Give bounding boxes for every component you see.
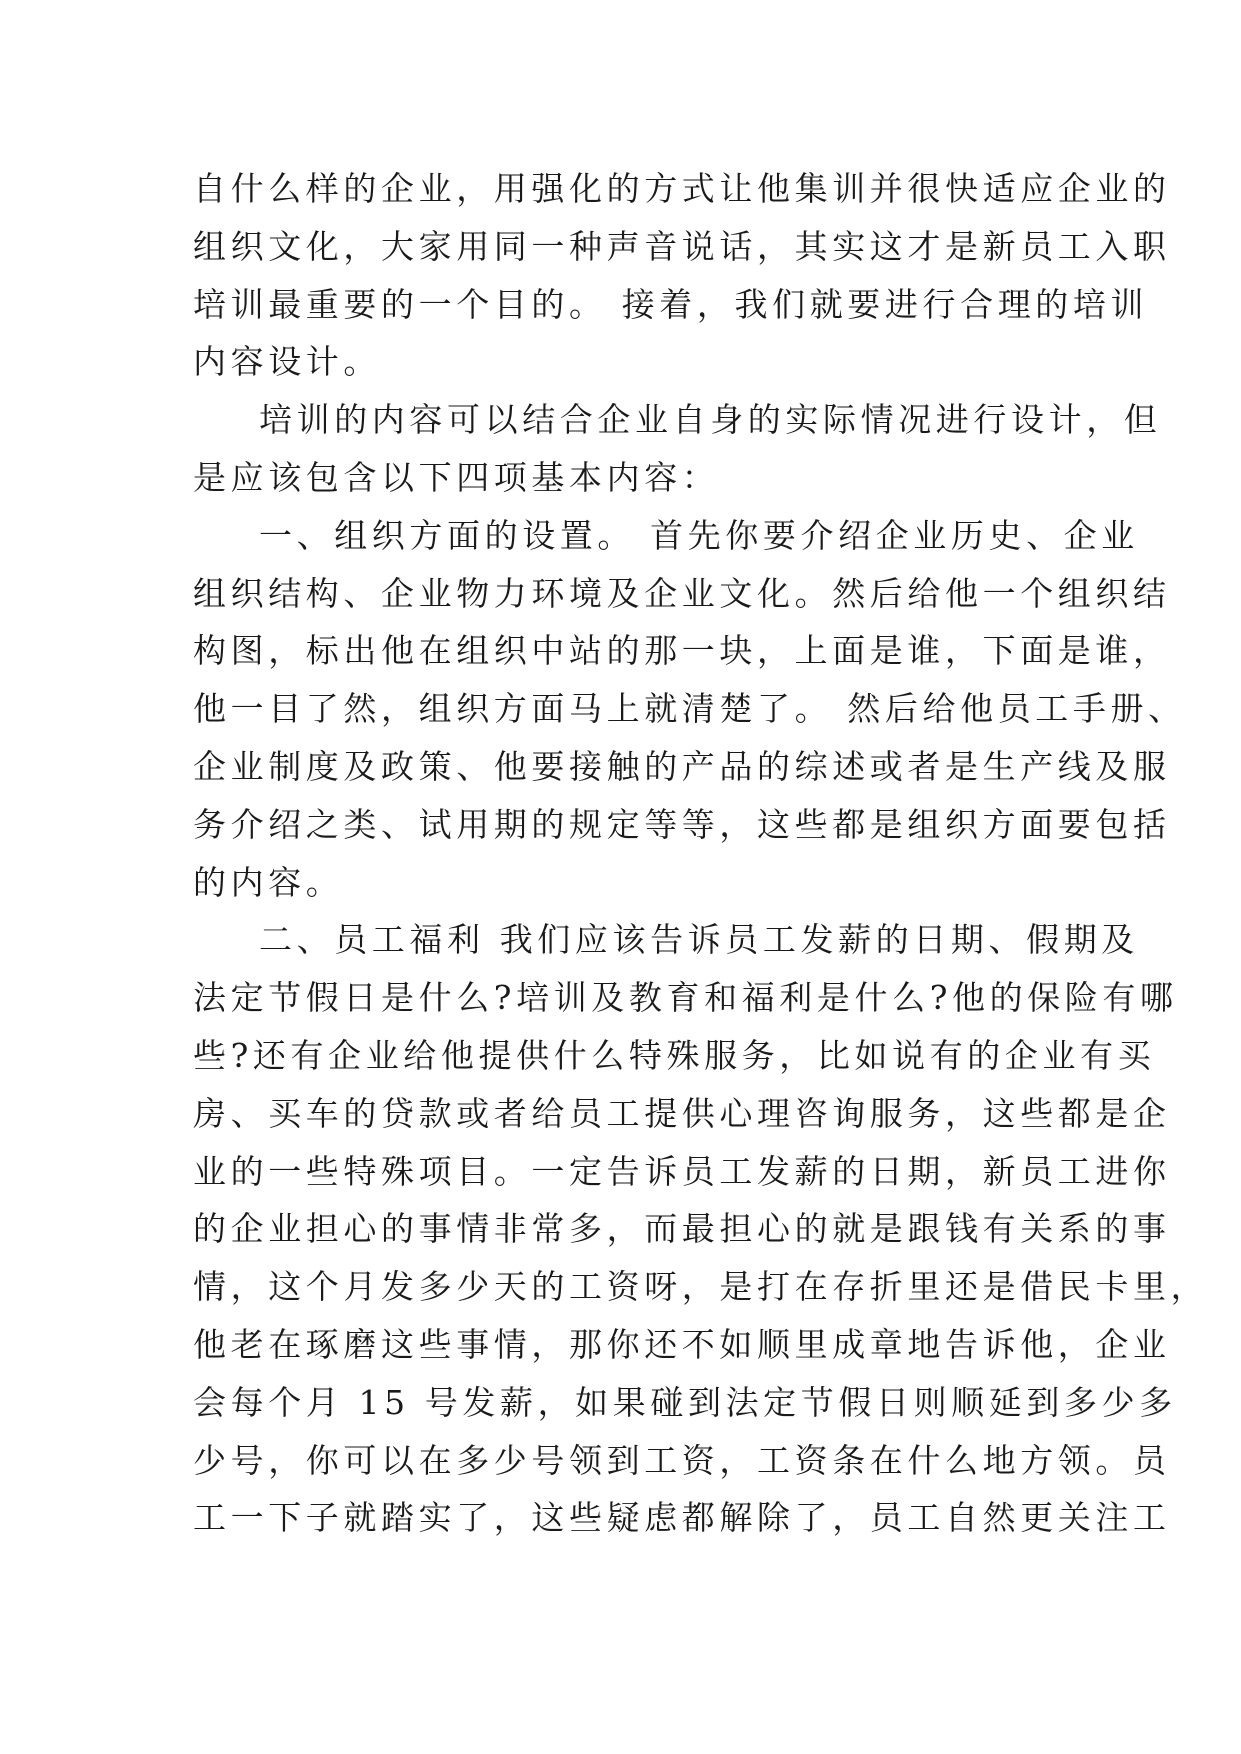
body-text bbox=[193, 160, 1209, 1547]
text-line: 业的一些特殊项目。一定告诉员工发薪的日期，新员工进你 bbox=[193, 1151, 1171, 1191]
text-line: 情，这个月发多少天的工资呀，是打在存折里还是借民卡里， bbox=[193, 1267, 1209, 1307]
text-line: 工一下子就踏实了，这些疑虑都解除了，员工自然更关注工 bbox=[193, 1498, 1171, 1538]
text-line: 组织结构、企业物力环境及企业文化。然后给他一个组织结 bbox=[193, 573, 1171, 613]
text-line: 二、员工福利 我们应该告诉员工发薪的日期、假期及 bbox=[259, 920, 1139, 960]
text-line: 构图，标出他在组织中站的那一块，上面是谁，下面是谁， bbox=[193, 631, 1171, 671]
text-line: 房、买车的贷款或者给员工提供心理咨询服务，这些都是企 bbox=[193, 1093, 1171, 1133]
text-line: 培训最重要的一个目的。 接着，我们就要进行合理的培训 bbox=[193, 284, 1149, 324]
text-line: 内容设计。 bbox=[193, 342, 381, 382]
text-line: 务介绍之类、试用期的规定等等，这些都是组织方面要包括 bbox=[193, 804, 1171, 844]
text-line: 的企业担心的事情非常多，而最担心的就是跟钱有关系的事 bbox=[193, 1209, 1171, 1249]
text-line: 少号，你可以在多少号领到工资，工资条在什么地方领。员 bbox=[193, 1440, 1171, 1480]
text-line: 自什么样的企业，用强化的方式让他集训并很快适应企业的 bbox=[193, 169, 1171, 208]
text-line: 一、组织方面的设置。 首先你要介绍企业历史、企业 bbox=[259, 515, 1139, 555]
text-line: 他一目了然，组织方面马上就清楚了。 然后给他员工手册、 bbox=[193, 689, 1186, 729]
text-line: 法定节假日是什么?培训及教育和福利是什么?他的保险有哪 bbox=[193, 978, 1178, 1018]
text-line: 些?还有企业给他提供什么特殊服务，比如说有的企业有买 bbox=[193, 1035, 1156, 1075]
text-line: 会每个月 15 号发薪，如果碰到法定节假日则顺延到多少多 bbox=[193, 1382, 1177, 1422]
paragraph-p2 bbox=[193, 391, 1162, 507]
text-line: 是应该包含以下四项基本内容： bbox=[193, 457, 720, 497]
paragraph-p1 bbox=[193, 160, 1171, 391]
text-line: 的内容。 bbox=[193, 862, 344, 902]
text-line: 企业制度及政策、他要接触的产品的综述或者是生产线及服 bbox=[193, 746, 1171, 786]
text-line: 他老在琢磨这些事情，那你还不如顺里成章地告诉他，企业 bbox=[193, 1324, 1171, 1364]
paragraph-p4 bbox=[193, 911, 1209, 1547]
paragraph-p3 bbox=[193, 507, 1186, 912]
text-line: 组织文化，大家用同一种声音说话，其实这才是新员工入职 bbox=[193, 226, 1171, 266]
text-line: 培训的内容可以结合企业自身的实际情况进行设计，但 bbox=[259, 400, 1162, 440]
